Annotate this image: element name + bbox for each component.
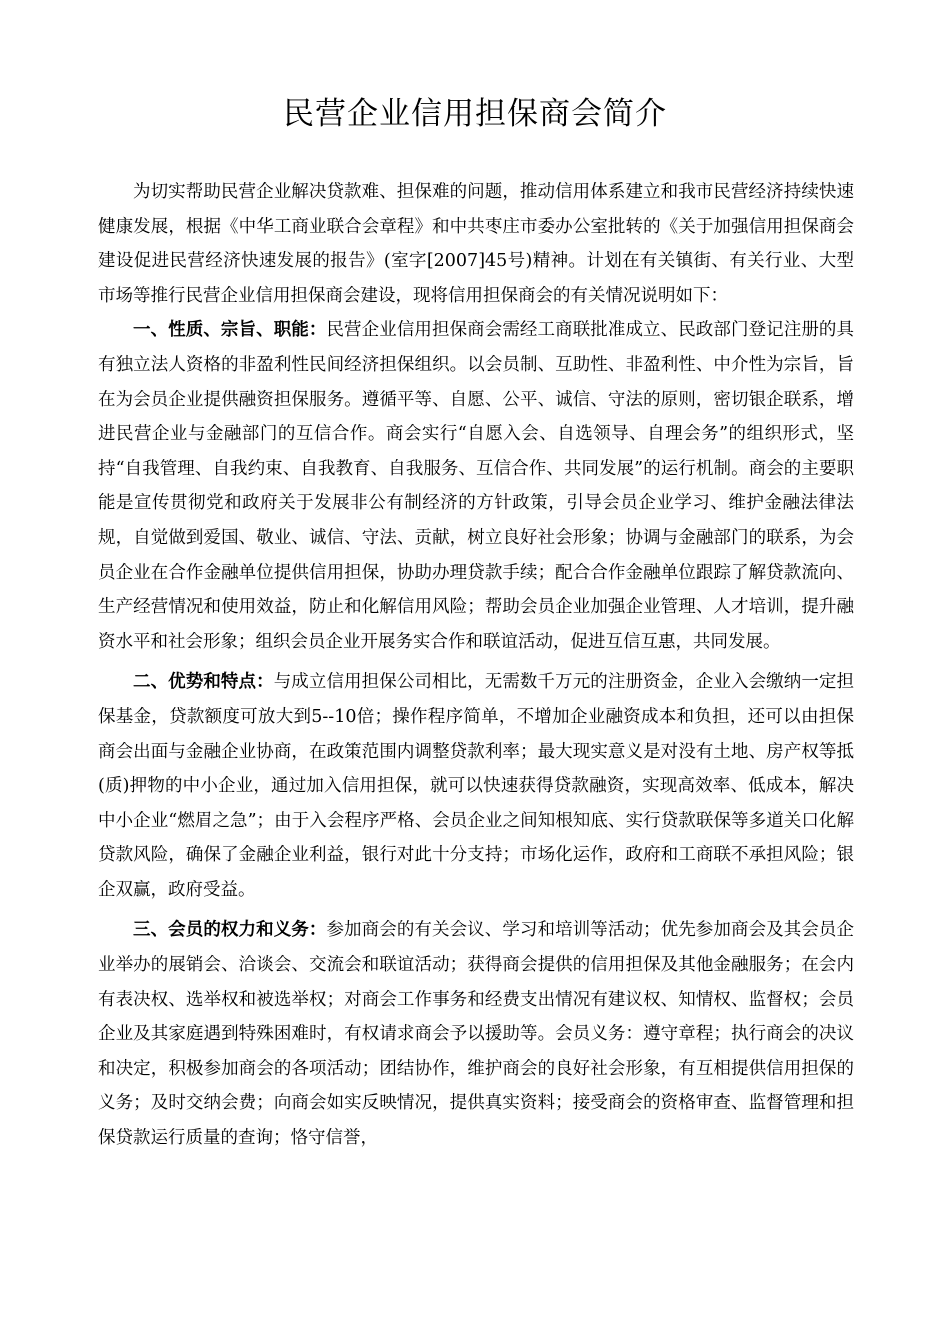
section-text-2: 与成立信用担保公司相比，无需数千万元的注册资金，企业入会缴纳一定担保基金，贷款额度可放大到5--10倍；操作程序简单，不增加企业融资成本和负担，还可以由担保商会出面与金融企业协商，在政策范围内调整贷款利率；最大现实意义是对没有土地、房产权等抵(质)押物的中小企业，通过加入信用担保，就可以快速获得贷款融资，实现高效率、低成本，解决中小企业“燃眉之急”；由于入会程序严格、会员企业之间知根知底、实行贷款联保等多道关口化解贷款风险，确保了金融企业利益，银行对此十分支持；市场化运作，政府和工商联不承担风险；银企双赢，政府受益。 (98, 672, 855, 900)
section-text-3: 参加商会的有关会议、学习和培训等活动；优先参加商会及其会员企业举办的展销会、洽谈会、交流会和联谊活动；获得商会提供的信用担保及其他金融服务；在会内有表决权、选举权和被选举权；对商会工作事务和经费支出情况有建议权、知情权、监督权；会员企业及其家庭遇到特殊困难时，有权请求商会予以援助等。会员义务：遵守章程；执行商会的决议和决定，积极参加商会的各项活动；团结协作，维护商会的良好社会形象，有互相提供信用担保的义务；及时交纳会费；向商会如实反映情况，提供真实资料；接受商会的资格审查、监督管理和担保贷款运行质量的查询；恪守信誉， (98, 920, 855, 1149)
document-title: 民营企业信用担保商会简介 (283, 96, 667, 132)
section-paragraph-1 (98, 313, 854, 659)
section-heading-2: 二、优势和特点： (133, 672, 274, 693)
section-heading-3: 三、会员的权力和义务： (133, 920, 327, 941)
section-paragraph-3 (98, 913, 854, 1155)
section-heading-1: 一、性质、宗旨、职能： (133, 320, 327, 341)
section-text-1: 民营企业信用担保商会需经工商联批准成立、民政部门登记注册的具有独立法人资格的非盈利性民间经济担保组织。以会员制、互助性、非盈利性、中介性为宗旨，旨在为会员企业提供融资担保服务。遵循平等、自愿、公平、诚信、守法的原则，密切银企联系，增进民营企业与金融部门的互信合作。商会实行“自愿入会、自选领导、自理会务”的组织形式，坚持“自我管理、自我约束、自我教育、自我服务、互信合作、共同发展”的运行机制。商会的主要职能是宣传贯彻党和政府关于发展非公有制经济的方针政策，引导会员企业学习、维护金融法律法规，自觉做到爱国、敬业、诚信、守法、贡献，树立良好社会形象；协调与金融部门的联系，为会员企业在合作金融单位提供信用担保，协助办理贷款手续；配合合作金融单位跟踪了解贷款流向、生产经营情况和使用效益，防止和化解信用风险；帮助会员企业加强企业管理、人才培训，提升融资水平和社会形象；组织会员企业开展务实合作和联谊活动，促进互信互惠，共同发展。 (98, 320, 855, 652)
section-paragraph-2 (98, 665, 854, 907)
document-body (98, 175, 854, 1156)
intro-paragraph: 为切实帮助民营企业解决贷款难、担保难的问题，推动信用体系建立和我市民营经济持续快速健康发展，根据《中华工商业联合会章程》和中共枣庄市委办公室批转的《关于加强信用担保商会建设促进民营经济快速发展的报告》(室字[2007]45号)精神。计划在有关镇街、有关行业、大型市场等推行民营企业信用担保商会建设，现将信用担保商会的有关情况说明如下： (98, 182, 854, 306)
